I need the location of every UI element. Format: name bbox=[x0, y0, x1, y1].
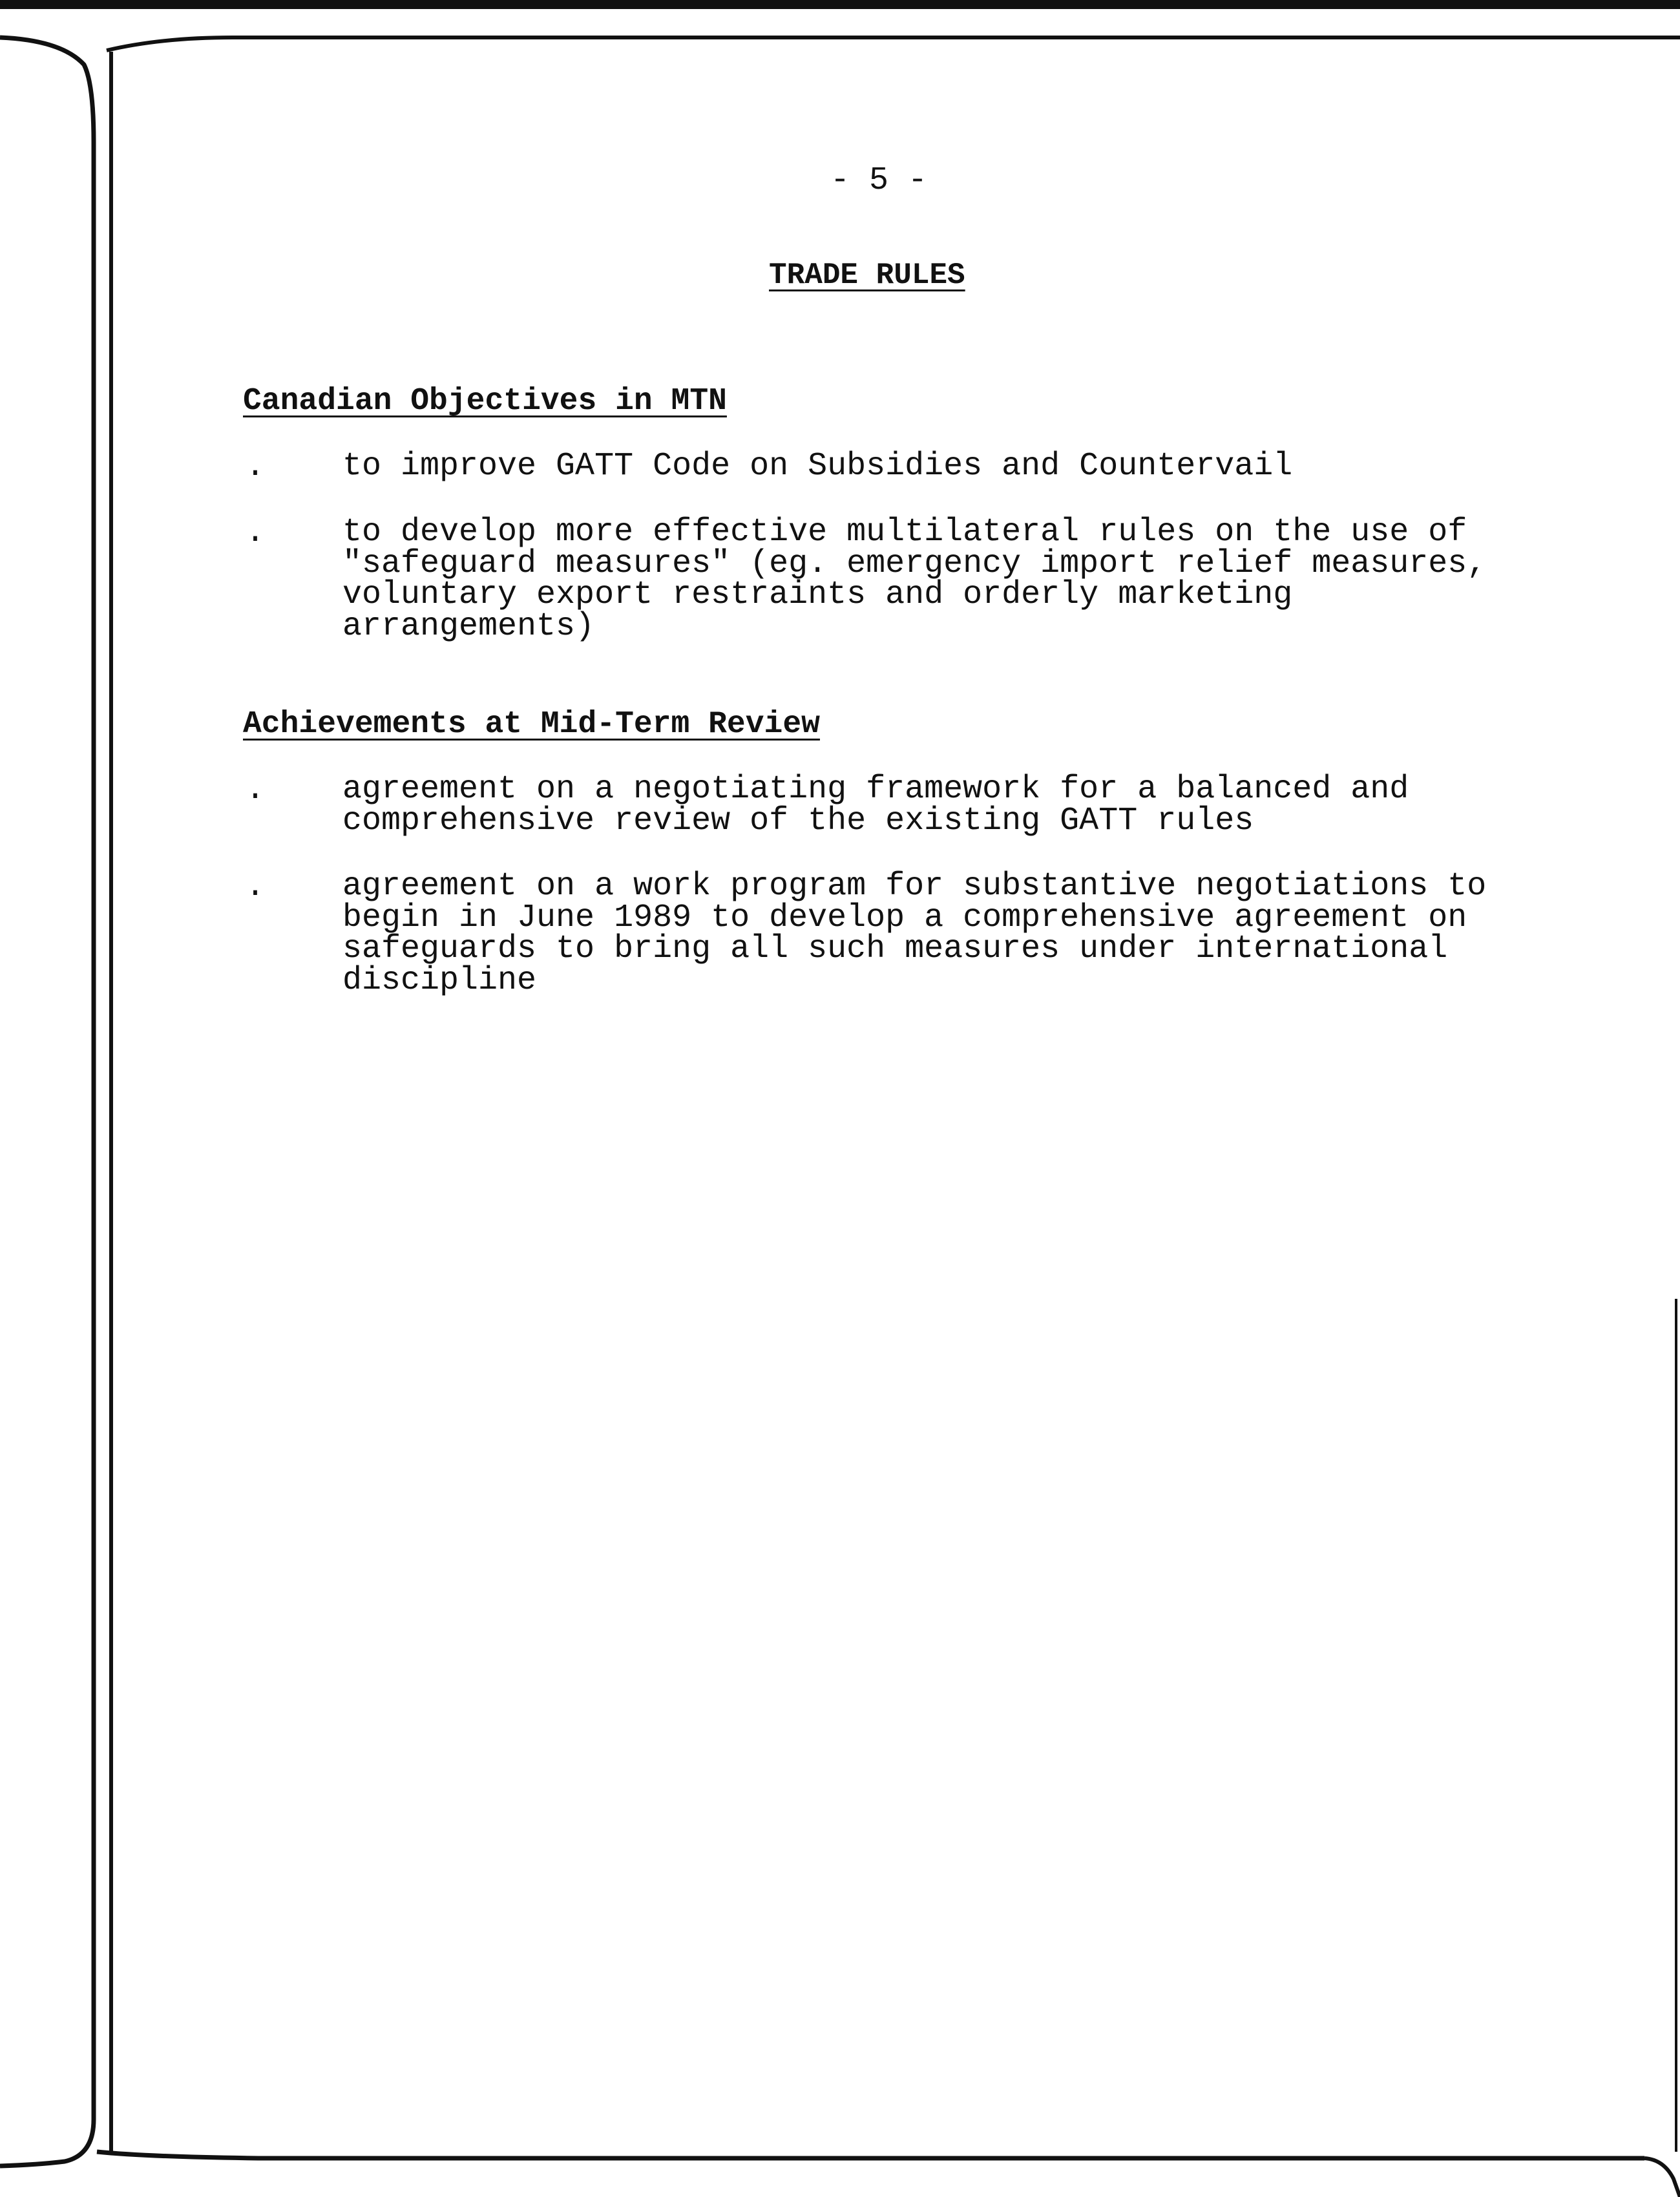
bullet-marker: . bbox=[246, 772, 266, 808]
page-number: - 5 - bbox=[830, 162, 928, 199]
document-title: TRADE RULES bbox=[769, 258, 965, 292]
bullet-marker: . bbox=[246, 514, 266, 551]
list-item-text: to develop more effective multilateral rules on the use of "safeguard measures" (eg. emergency import relief measures, voluntary export restraints and orderly marketing arrangements) bbox=[342, 514, 1487, 645]
list-item-text: agreement on a work program for substantive negotiations to begin in June 1989 to develop a comprehensive agreement on safeguards to bring all such measures under international discipline bbox=[342, 868, 1487, 999]
bullet-marker: . bbox=[246, 868, 266, 905]
list-item-text: agreement on a negotiating framework for a balanced and comprehensive review of the existing GATT rules bbox=[342, 771, 1409, 839]
list-item-text: to improve GATT Code on Subsidies and Countervail bbox=[342, 448, 1293, 485]
section-heading-objectives: Canadian Objectives in MTN bbox=[243, 384, 727, 419]
section-heading-achievements: Achievements at Mid-Term Review bbox=[243, 707, 820, 742]
bullet-marker: . bbox=[246, 448, 266, 485]
